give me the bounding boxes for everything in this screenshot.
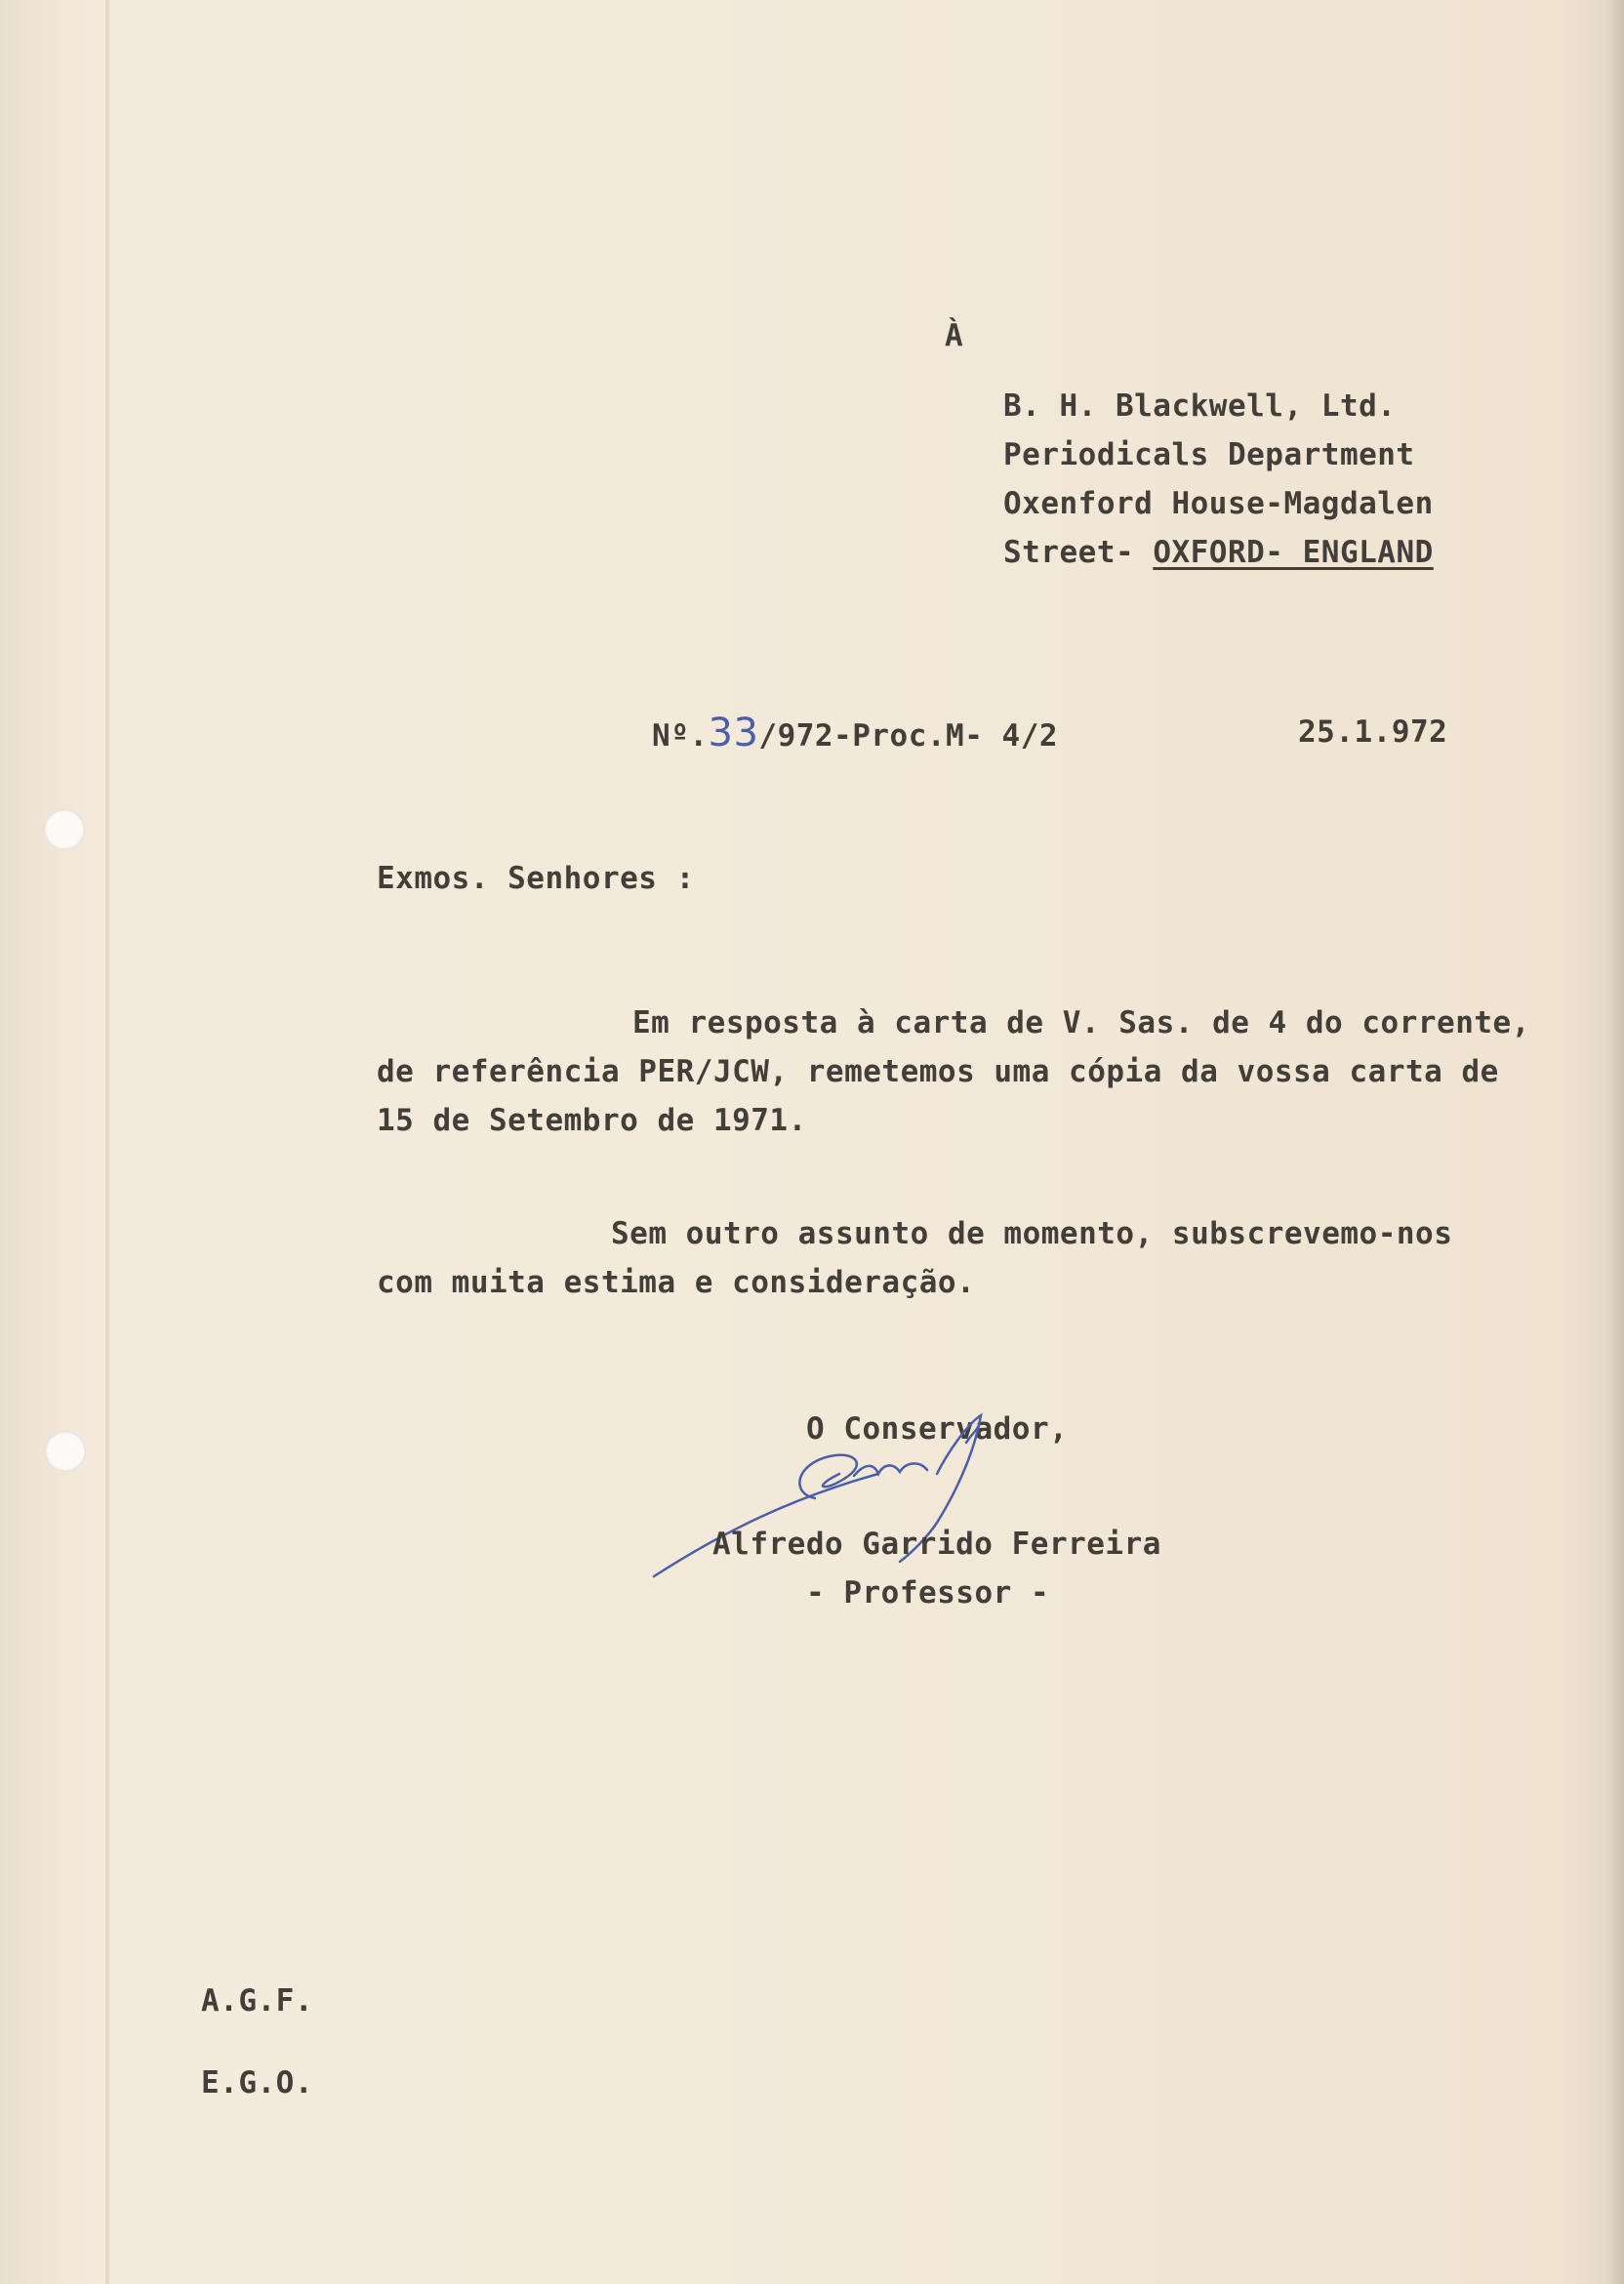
reference-number [652,711,1058,755]
paragraph-1-line-3: 15 de Setembro de 1971. [377,1103,807,1138]
reference-handwritten-number: 33 [708,711,759,755]
paragraph-2-line-1: Sem outro assunto de momento, subscrevemo-nos [611,1216,1453,1251]
punch-hole-top [44,809,85,850]
recipient-street: Street- [1003,535,1154,570]
initials-line-2: E.G.O. [201,2065,313,2100]
recipient-city-country: OXFORD- ENGLAND [1153,535,1434,570]
recipient-line-2: Periodicals Department [1003,437,1415,472]
closing-title: O Conservador, [806,1411,1069,1447]
paragraph-2-line-2: com muita estima e consideração. [377,1265,976,1300]
recipient-line-1: B. H. Blackwell, Ltd. [1003,388,1397,424]
closing-role: - Professor - [806,1575,1050,1611]
initials-line-1: A.G.F. [201,1983,313,2019]
recipient-line-3: Oxenford House-Magdalen [1003,486,1434,521]
closing-name: Alfredo Garrido Ferreira [712,1527,1161,1562]
reference-prefix: Nº. [652,718,709,754]
paper-edge-shadow [1606,0,1624,2284]
letter-date: 25.1.972 [1298,714,1448,750]
paper-fold [105,0,109,2284]
paragraph-1-line-1: Em resposta à carta de V. Sas. de 4 do corrente, [632,1005,1530,1040]
reference-suffix: /972-Proc.M- 4/2 [758,718,1059,754]
salutation-prefix: À [945,318,964,353]
greeting: Exmos. Senhores : [377,861,695,896]
paragraph-1-line-2: de referência PER/JCW, remetemos uma cópia da vossa carta de [377,1054,1499,1089]
recipient-line-4 [1003,535,1434,570]
punch-hole-bottom [45,1431,86,1472]
